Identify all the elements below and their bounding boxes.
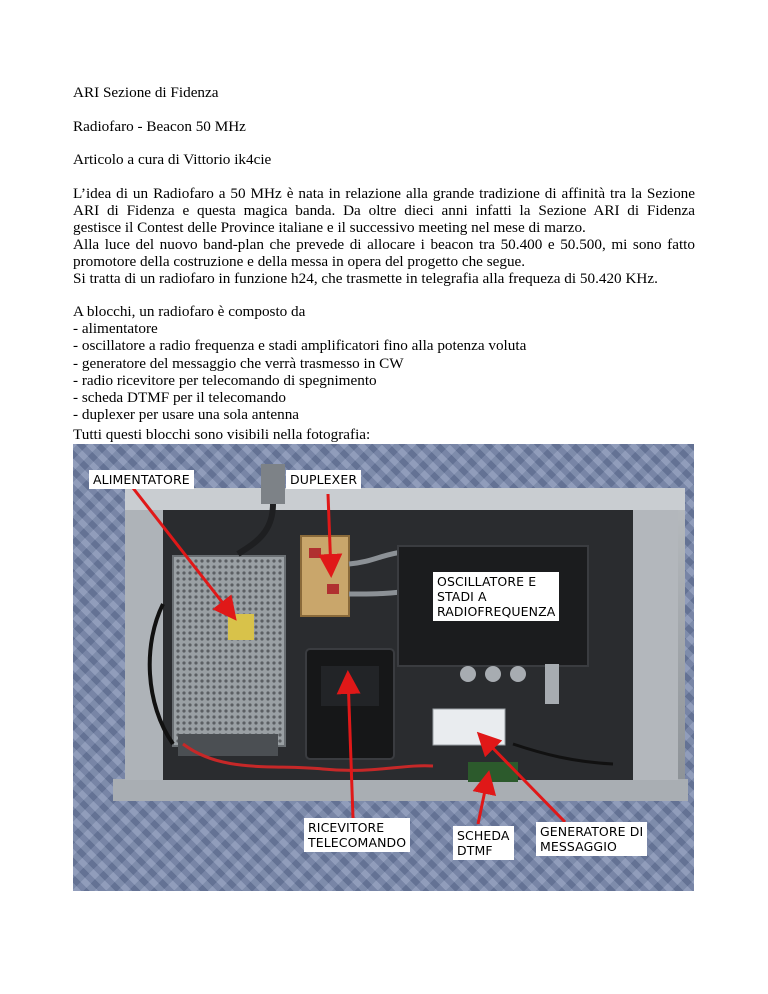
power-supply-transformer <box>228 614 254 640</box>
photo-label-scheda: SCHEDA DTMF <box>453 826 514 860</box>
list-item: - duplexer per usare una sola antenna <box>73 406 300 424</box>
photo-label-generatore: GENERATORE DI MESSAGGIO <box>536 822 647 856</box>
photo-label-ricevitore: RICEVITORE TELECOMANDO <box>304 818 410 852</box>
intro-line: Alla luce del nuovo band-plan che prevede di allocare i beacon tra 50.400 e 50.500, mi sono fatto <box>73 236 695 253</box>
intro-line: Si tratta di un radiofaro in funzione h24, che trasmette in telegrafia alla frequeza di 50.420 KHz. <box>73 270 658 287</box>
intro-line: ARI di Fidenza e questa magica banda. Da oltre dieci anni infatti la Sezione ARI di Fidenza <box>73 202 695 219</box>
intro-line: promotore della costruzione e della messa in opera del progetto che segue. <box>73 253 526 270</box>
list-item: - radio ricevitore per telecomando di spegnimento <box>73 371 377 389</box>
org-name: ARI Sezione di Fidenza <box>73 84 219 101</box>
intro-paragraph <box>73 185 695 287</box>
list-item: - generatore del messaggio che verrà trasmesso in CW <box>73 354 404 372</box>
photo-caption: Tutti questi blocchi sono visibili nella fotografia: <box>73 426 371 443</box>
photo-label-alimentatore: ALIMENTATORE <box>89 470 194 489</box>
antenna-connector <box>261 464 285 504</box>
article-title: Radiofaro - Beacon 50 MHz <box>73 118 246 135</box>
chassis-front-lip <box>113 779 688 801</box>
beacon-photo <box>73 444 694 891</box>
article-author: Articolo a cura di Vittorio ik4cie <box>73 151 272 168</box>
intro-line: L’idea di un Radiofaro a 50 MHz è nata in relazione alla grande tradizione di affinità tra la Sezione <box>73 185 695 202</box>
intro-line: gestisce il Contest delle Province italiane e il successivo meeting nel mese di marzo. <box>73 219 586 236</box>
rf-connector <box>510 666 526 682</box>
blocks-heading: A blocchi, un radiofaro è composto da <box>73 303 306 320</box>
rf-connector <box>545 664 559 704</box>
chassis-left-wall <box>125 510 163 780</box>
rf-connector <box>485 666 501 682</box>
blocks-list <box>73 303 526 423</box>
chassis-right-wall <box>633 510 678 780</box>
rf-connector <box>460 666 476 682</box>
coax-cable <box>349 592 401 594</box>
duplexer-component <box>327 584 339 594</box>
photo-label-oscillatore: OSCILLATORE E STADI A RADIOFREQUENZA <box>433 572 559 621</box>
message-generator-module <box>433 709 505 745</box>
chassis-back-wall <box>125 488 685 510</box>
duplexer-board <box>301 536 349 616</box>
list-item: - scheda DTMF per il telecomando <box>73 388 286 406</box>
list-item: - alimentatore <box>73 320 158 338</box>
list-item: - oscillatore a radio frequenza e stadi amplificatori fino alla potenza voluta <box>73 337 527 355</box>
duplexer-component <box>309 548 321 558</box>
power-supply-terminals <box>178 734 278 756</box>
power-supply <box>173 556 285 746</box>
photo-label-duplexer: DUPLEXER <box>286 470 361 489</box>
